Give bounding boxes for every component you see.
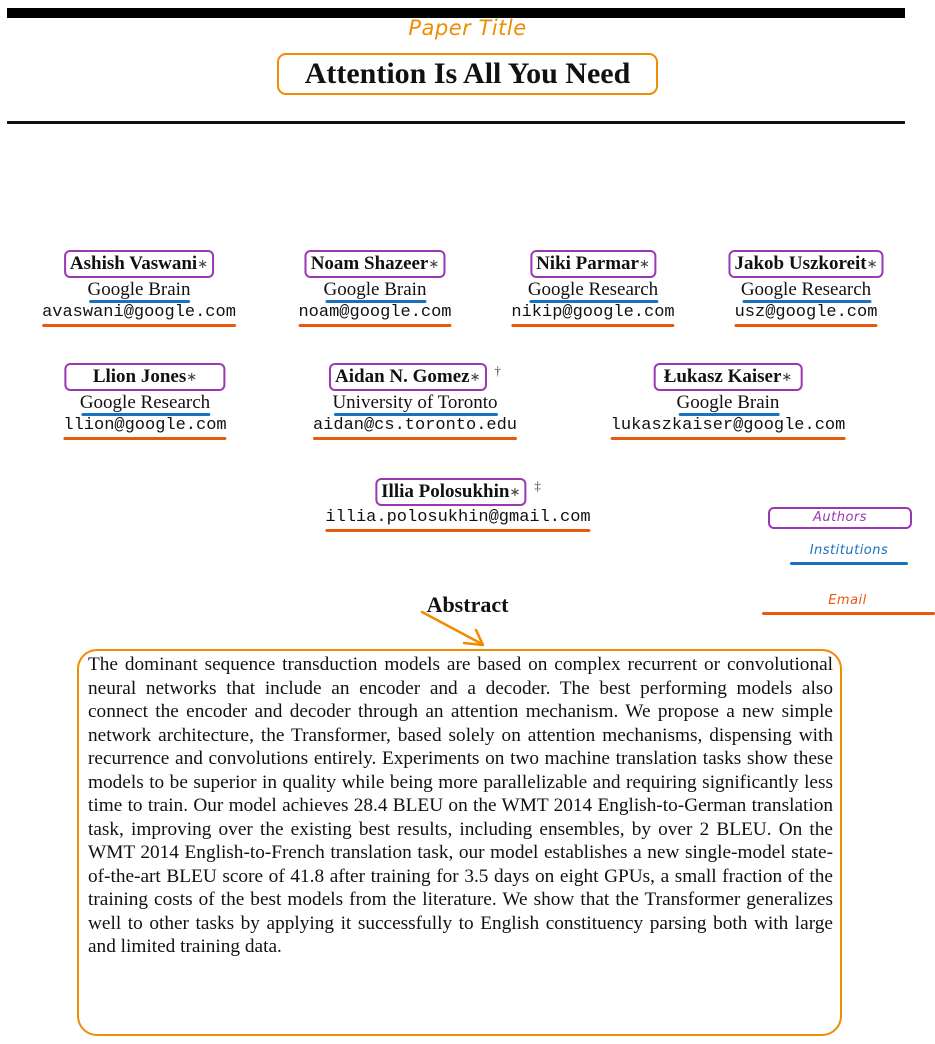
- author-institution: Google Brain: [676, 392, 780, 413]
- legend-institutions-underline: [790, 562, 908, 565]
- author-name: Illia Polosukhin: [381, 481, 510, 502]
- paper-title-annotation: Paper Title: [408, 16, 527, 40]
- abstract-text: The dominant sequence transduction models are based on complex recurrent or convolutional neural networks that include an encoder and a decoder. The best performing models also connect the encoder and decoder through an attention mechanism. We propose a new simple network architecture, the Transformer, based solely on attention mechanisms, dispensing with recurrence and convolutions entirely. Experiments on two machine translation tasks show these models to be superior in quality while being more parallelizable and requiring significantly less time to train. Our model achieves 28.4 BLEU on the WMT 2014 English-to-German translation task, improving over the existing best results, including ensembles, by over 2 BLEU. On the WMT 2014 English-to-French translation task, our model establishes a new single-model state-of-the-art BLEU score of 41.8 after training for 3.5 days on eight GPUs, a small fraction of the training costs of the best models from the literature. We show that the Transformer generalizes well to other tasks by applying it successfully to English constituency parsing both with large and limited training data.: [88, 654, 833, 957]
- author-footnote-mark: ∗: [197, 256, 209, 271]
- author-block: [325, 478, 590, 529]
- author-footnote-mark: ∗: [509, 484, 521, 499]
- legend-email: Email: [828, 593, 867, 608]
- author-block: [298, 250, 451, 324]
- author-name: Jakob Uszkoreit: [734, 253, 867, 274]
- author-email[interactable]: lukaszkaiser@google.com: [610, 416, 846, 435]
- author-email[interactable]: llion@google.com: [63, 416, 227, 435]
- legend-authors: Authors: [768, 507, 912, 529]
- arrow-icon: [420, 610, 490, 650]
- author-name: Llion Jones: [92, 366, 187, 387]
- author-block: [42, 250, 236, 324]
- author-name: Łukasz Kaiser: [663, 366, 782, 387]
- author-name-box: [375, 478, 526, 506]
- abstract-heading: Abstract: [426, 592, 509, 617]
- legend-institutions: Institutions: [809, 543, 889, 558]
- author-name-box: [65, 363, 225, 391]
- author-block: [611, 363, 846, 437]
- author-name-box: [728, 250, 883, 278]
- author-name-box: [329, 363, 486, 391]
- author-block: [313, 363, 517, 437]
- author-footnote-mark: ∗: [469, 369, 481, 384]
- author-footnote-mark: ∗: [866, 256, 878, 271]
- author-institution: Google Research: [740, 279, 872, 300]
- paper-title: [0, 51, 935, 97]
- author-email[interactable]: usz@google.com: [734, 303, 878, 322]
- author-email[interactable]: nikip@google.com: [511, 303, 675, 322]
- author-block: [511, 250, 674, 324]
- author-name-box: [530, 250, 656, 278]
- author-name: Aidan N. Gomez: [335, 366, 470, 387]
- author-block: [63, 363, 226, 437]
- author-institution: University of Toronto: [332, 392, 498, 413]
- author-footnote-mark: ∗: [428, 256, 440, 271]
- author-footnote-mark: ∗: [186, 369, 198, 384]
- author-name-box: [654, 363, 803, 391]
- author-email[interactable]: noam@google.com: [298, 303, 452, 322]
- author-institution: Google Research: [527, 279, 659, 300]
- author-institution: Google Brain: [87, 279, 191, 300]
- author-block: [728, 250, 883, 324]
- author-email[interactable]: aidan@cs.toronto.edu: [312, 416, 518, 435]
- author-email[interactable]: avaswani@google.com: [42, 303, 236, 322]
- bottom-rule: [7, 121, 905, 124]
- author-institution: Google Research: [79, 392, 211, 413]
- author-name: Niki Parmar: [536, 253, 639, 274]
- author-name-box: [305, 250, 446, 278]
- paper-title-box: [277, 53, 659, 95]
- author-email[interactable]: illia.polosukhin@gmail.com: [325, 508, 591, 527]
- author-dagger-mark: †: [494, 363, 501, 378]
- author-double-dagger-mark: ‡: [534, 478, 541, 493]
- paper-title-text: Attention Is All You Need: [304, 57, 631, 90]
- author-institution: Google Brain: [323, 279, 427, 300]
- author-name: Noam Shazeer: [310, 253, 429, 274]
- author-name-box: [64, 250, 214, 278]
- author-footnote-mark: ∗: [638, 256, 650, 271]
- author-footnote-mark: ∗: [781, 369, 793, 384]
- author-name: Ashish Vaswani: [69, 253, 198, 274]
